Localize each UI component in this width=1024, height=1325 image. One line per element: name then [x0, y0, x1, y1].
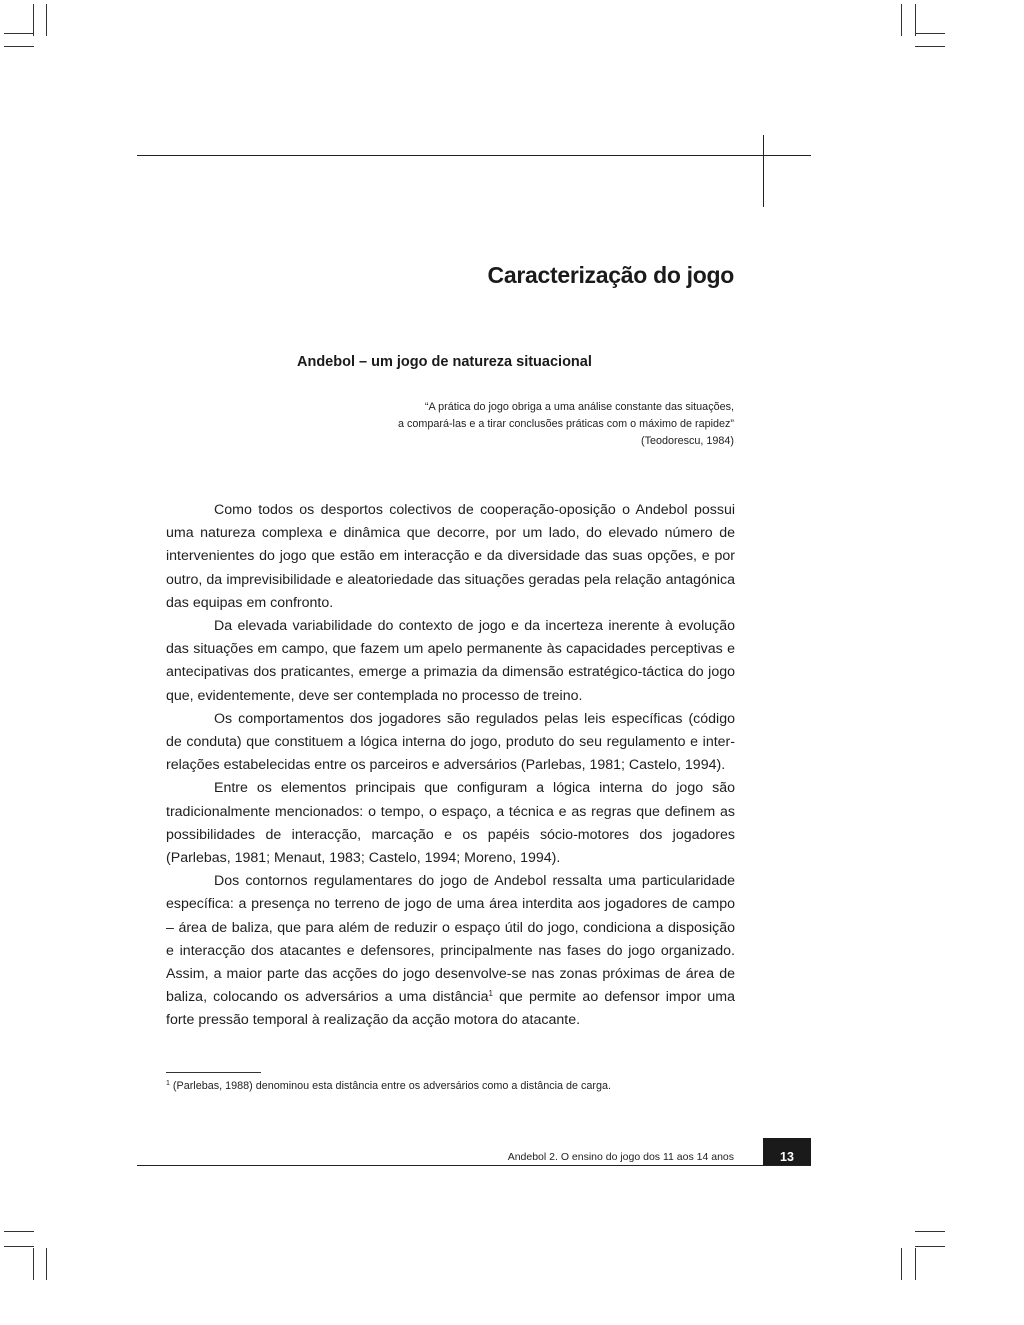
- crop-mark: [46, 1248, 47, 1280]
- paragraph: Os comportamentos dos jogadores são regulados pelas leis específicas (código de conduta) que constituem a lógica interna do jogo, produto do seu regulamento e inter-relações estabelecidas entre os parceiros e adversários (Parlebas, 1981; Castelo, 1994).: [166, 710, 735, 774]
- crop-mark: [4, 1246, 34, 1247]
- crop-mark: [4, 33, 34, 34]
- footnote-text: (Parlebas, 1988) denominou esta distância entre os adversários como a distância de carga.: [169, 1080, 612, 1092]
- crop-mark: [4, 1231, 34, 1232]
- section-title: Andebol – um jogo de natureza situacional: [297, 354, 592, 370]
- paragraph: Como todos os desportos colectivos de cooperação-oposição o Andebol possui uma natureza complexa e dinâmica que decorre, por um lado, do elevado número de intervenientes do jogo que estão em interacção e da diversidade das suas opções, e por outro, da imprevisibilidade e aleatoriedade das situações geradas pela relação antagónica das equipas em confronto.: [166, 502, 735, 611]
- paragraph-text: que permite ao defensor impor uma forte pressão temporal à realização da acção motora do atacante.: [166, 989, 735, 1029]
- header-rule: [137, 155, 811, 156]
- crop-mark: [33, 1248, 34, 1280]
- crop-mark: [33, 4, 34, 36]
- running-footer: Andebol 2. O ensino do jogo dos 11 aos 14 anos: [507, 1151, 734, 1163]
- crop-mark: [46, 4, 47, 36]
- paragraph: Entre os elementos principais que configuram a lógica interna do jogo são tradicionalmente mencionados: o tempo, o espaço, a técnica e as regras que definem as possibilidades de interacção, marcação e os papéis sócio-motores dos jogadores (Parlebas, 1981; Menaut, 1983; Castelo, 1994; Moreno, 1994).: [166, 780, 735, 867]
- footnote-reference[interactable]: 1: [488, 989, 493, 999]
- paragraph: [166, 870, 735, 1032]
- crop-mark: [4, 46, 34, 47]
- footnote: [166, 1080, 611, 1092]
- body-text: [166, 499, 735, 1033]
- crop-mark: [915, 1246, 945, 1247]
- crop-mark: [915, 4, 916, 36]
- header-tick: [763, 135, 764, 207]
- footer-rule: [137, 1165, 811, 1166]
- crop-mark: [915, 1248, 916, 1280]
- crop-mark: [915, 46, 945, 47]
- crop-mark: [901, 1248, 902, 1280]
- chapter-title: Caracterização do jogo: [487, 262, 734, 288]
- epigraph-source: (Teodorescu, 1984): [640, 435, 734, 447]
- footnote-rule: [166, 1072, 261, 1073]
- page-number: 13: [763, 1138, 811, 1165]
- epigraph-line: a compará-las e a tirar conclusões práticas com o máximo de rapidez”: [397, 418, 734, 430]
- crop-mark: [915, 33, 945, 34]
- crop-mark: [915, 1231, 945, 1232]
- paragraph: Da elevada variabilidade do contexto de jogo e da incerteza inerente à evolução das situações em campo, que fazem um apelo permanente às capacidades perceptivas e antecipativas dos praticantes, emerge a primazia da dimensão estratégico-táctica do jogo que, evidentemente, deve ser contemplada no processo de treino.: [166, 618, 735, 704]
- paragraph-text: Dos contornos regulamentares do jogo de Andebol ressalta uma particularidade específica: a presença no terreno de jogo de uma área interdita aos jogadores de campo – área de baliza, que para além de reduzir o espaço útil do jogo, condiciona a disposição e interacção dos atacantes e defensores, principalmente nas fases do jogo organizado. Assim, a maior parte das acções do jogo desenvolve-se nas zonas próximas de área de baliza, colocando os adversários a uma distância: [166, 873, 735, 1006]
- crop-mark: [901, 4, 902, 36]
- footnote-marker: 1: [166, 1080, 170, 1087]
- epigraph: [398, 399, 734, 450]
- epigraph-line: “A prática do jogo obriga a uma análise constante das situações,: [424, 401, 734, 413]
